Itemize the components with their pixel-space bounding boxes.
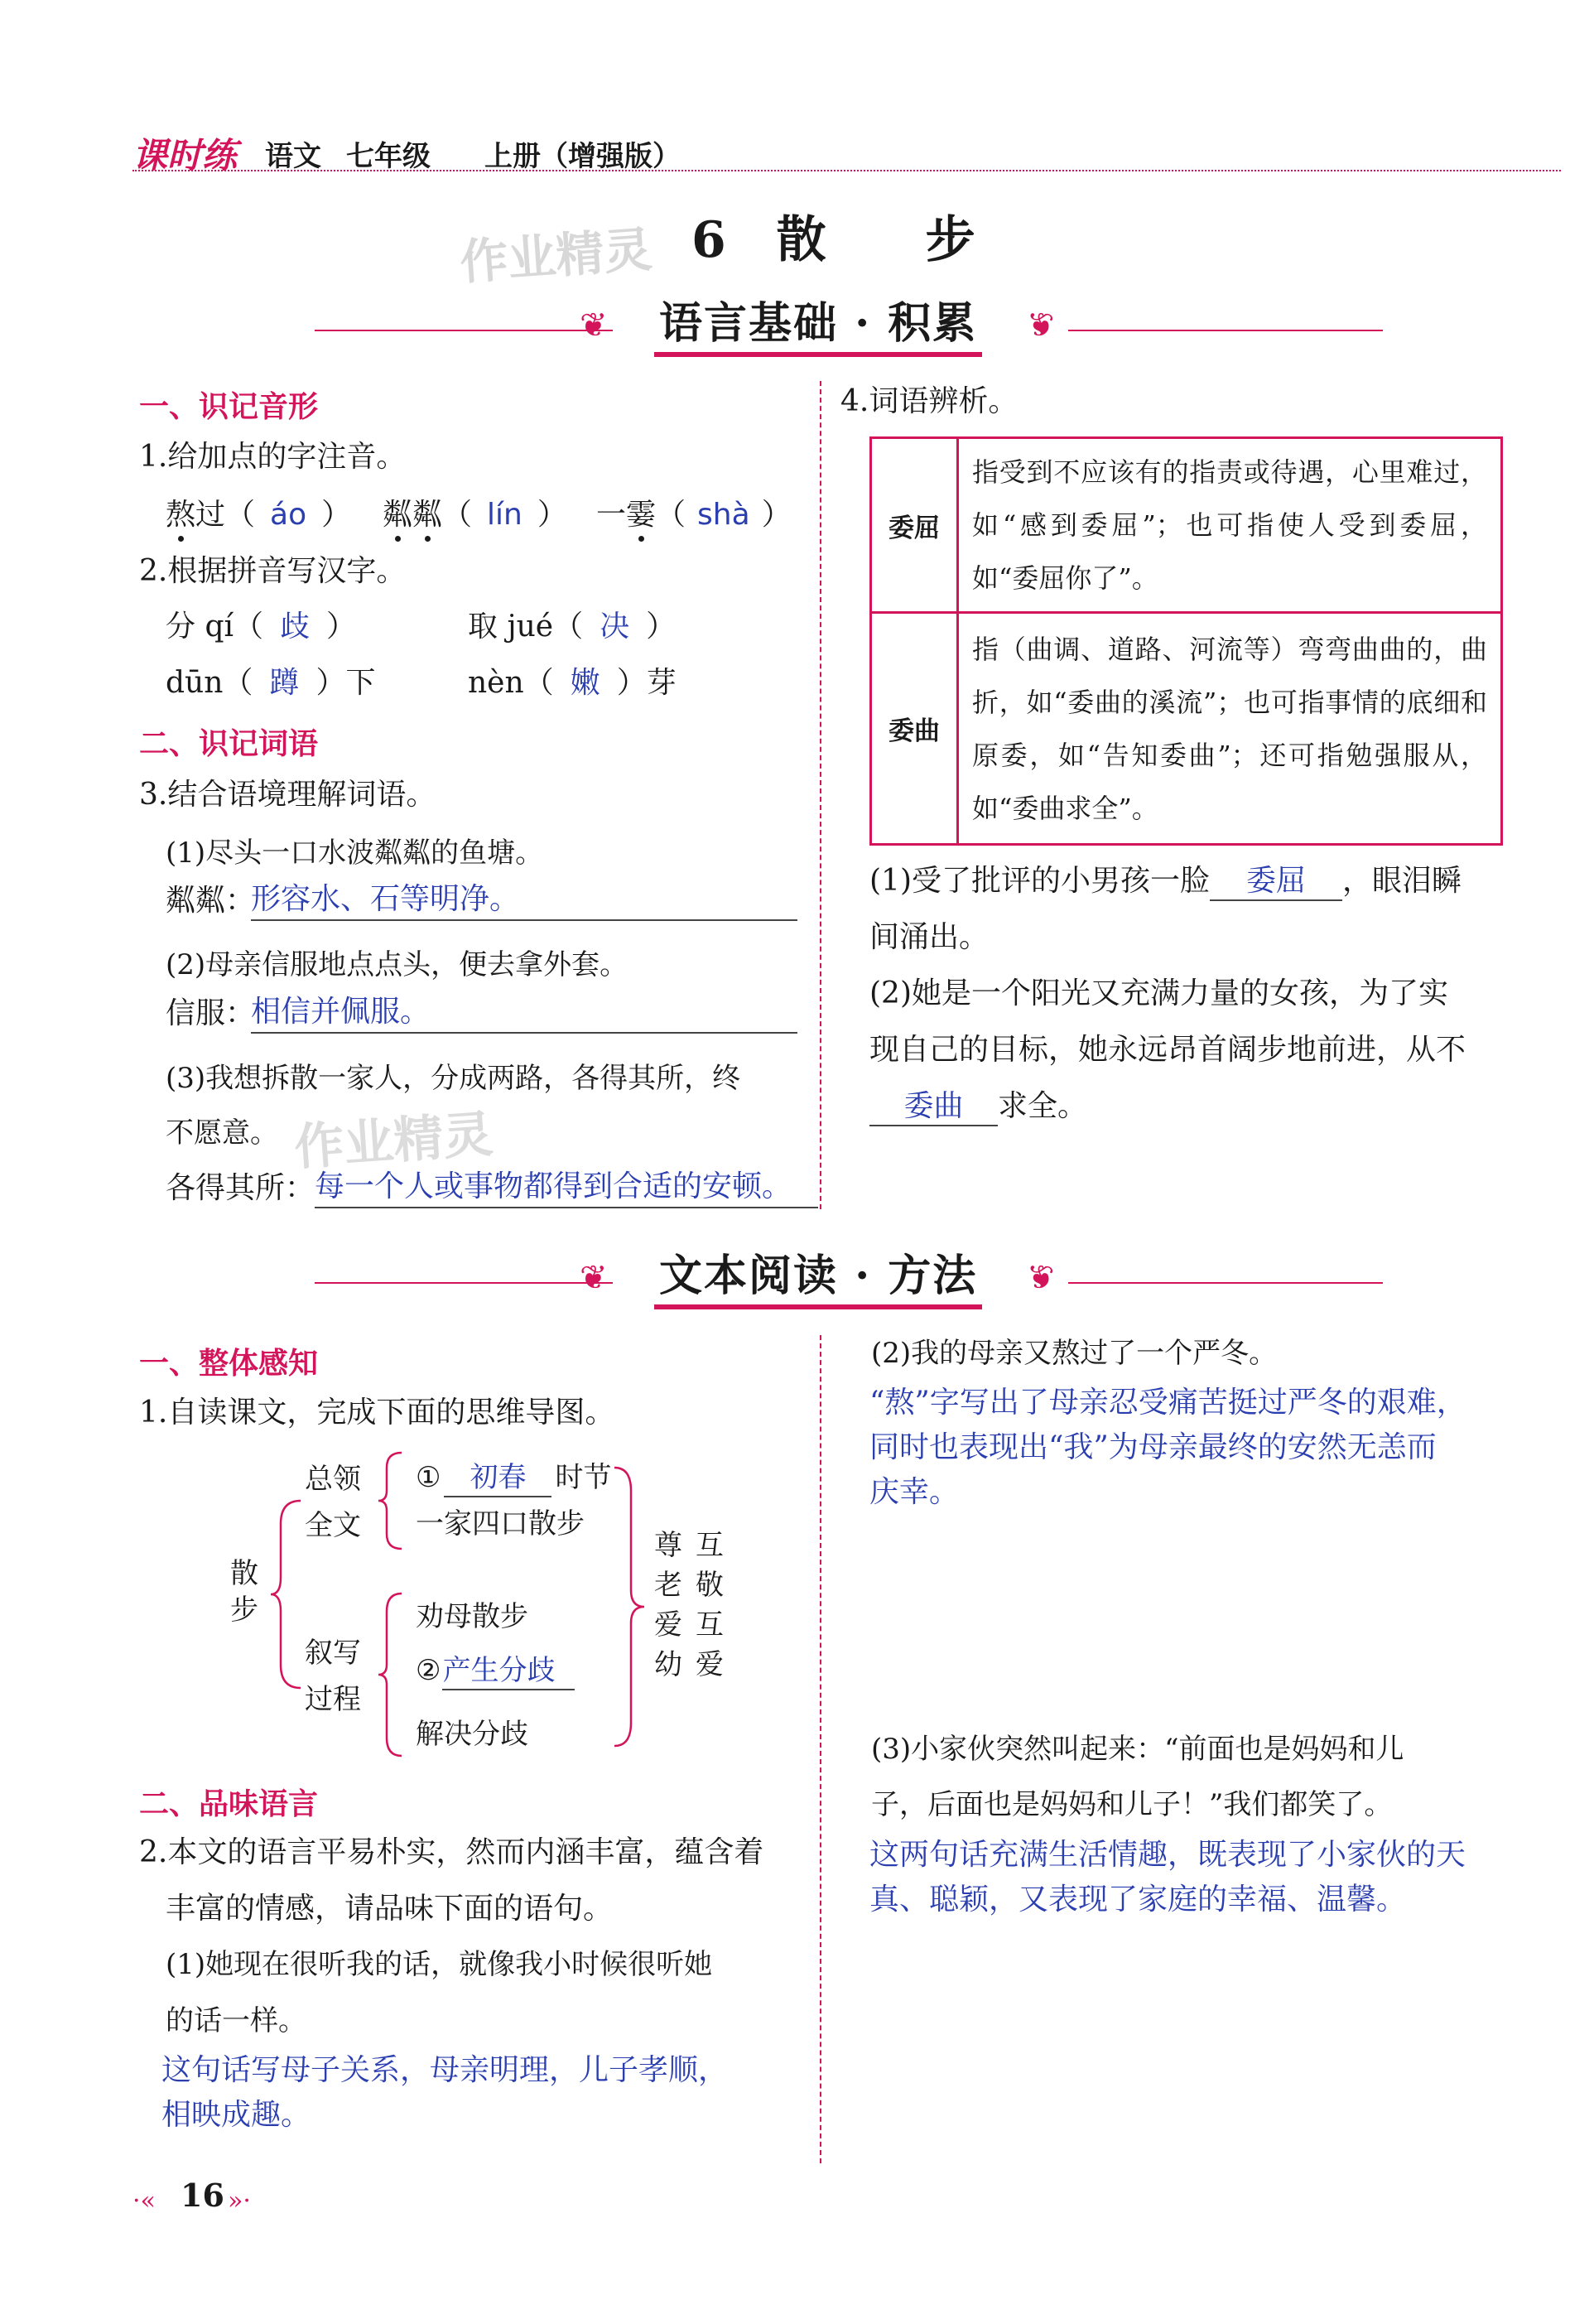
- q3-sentence-2: (2)母亲信服地点点头，便去拿外套。: [166, 948, 628, 981]
- question-1: 1.给加点的字注音。: [139, 440, 407, 474]
- column-divider-bottom: [820, 1335, 821, 2163]
- section-banner-reading: 文本阅读 · 方法: [654, 1241, 982, 1309]
- banner-ornament-right: ❦: [1027, 306, 1055, 345]
- q1-item-3: 一霎（ shà ）: [596, 498, 792, 532]
- banner-rule-right: [1068, 1282, 1383, 1284]
- brace-branch-2: [377, 1592, 403, 1757]
- q2-answer-2c: 庆幸。: [869, 1475, 960, 1509]
- lesson-name: 散 步: [776, 211, 1000, 269]
- header-grade: 七年级: [346, 140, 431, 173]
- q2-item-4: nèn（ 嫩 ）芽: [468, 666, 677, 700]
- brace-left: [269, 1499, 302, 1690]
- q4-sentence-2a: (2)她是一个阳光又充满力量的女孩，为了实: [869, 976, 1448, 1010]
- banner-rule-left: [315, 330, 613, 331]
- q2-item-3: dūn（ 蹲 ）下: [166, 666, 376, 700]
- q2-sentence-2: (2)我的母亲又熬过了一个严冬。: [871, 1337, 1278, 1370]
- brand-logo: 课时练: [132, 135, 238, 176]
- q2-answer-2b: 同时也表现出“我”为母亲最终的安然无恙而: [869, 1430, 1437, 1464]
- q3-answer-1: 形容水、石等明净。: [251, 880, 797, 921]
- question-4: 4.词语辨析。: [840, 384, 1019, 418]
- q3-sentence-3b: 不愿意。: [166, 1116, 278, 1150]
- watermark: 作业精灵: [458, 220, 654, 291]
- brace-right: [613, 1466, 646, 1748]
- q4-sentence-2b: 现自己的目标，她永远昂首阔步地前进，从不: [869, 1033, 1466, 1067]
- header-edition: （增强版）: [540, 140, 681, 173]
- q2-item-2: 取 jué（ 决 ）: [468, 610, 677, 644]
- question-2-2b: 丰富的情感，请品味下面的语句。: [166, 1892, 614, 1926]
- q2-answer-2a: “熬”字写出了母亲忍受痛苦挺过严冬的艰难，: [869, 1386, 1466, 1420]
- vocab-word: 委屈: [871, 438, 958, 613]
- page-number-ornament: ·«: [132, 2187, 156, 2216]
- q1-item-2: 粼粼（ lín ）: [383, 498, 567, 532]
- header-rule: [132, 170, 1561, 171]
- answer-dun: 蹲: [269, 666, 300, 700]
- question-3: 3.结合语境理解词语。: [139, 778, 436, 812]
- answer-qi: 歧: [280, 610, 311, 644]
- mind-branch-1: 总领全文: [305, 1463, 361, 1542]
- question-2-1: 1.自读课文，完成下面的思维导图。: [139, 1396, 615, 1430]
- banner-rule-right: [1068, 330, 1383, 331]
- q2-answer-1b: 相映成趣。: [161, 2098, 311, 2132]
- heading-language: 二、品味语言: [139, 1786, 319, 1821]
- brace-branch-1: [377, 1451, 403, 1550]
- q3-answer-2: 相信并佩服。: [251, 992, 797, 1034]
- q2-sentence-1b: 的话一样。: [166, 2004, 306, 2037]
- banner-ornament-right: ❦: [1027, 1259, 1055, 1297]
- q4-sentence-1: (1)受了批评的小男孩一脸 委屈 ，眼泪瞬: [869, 863, 1462, 901]
- watermark-2: 作业精灵: [292, 1105, 495, 1178]
- q3-answer-3: 每一个人或事物都得到合适的安顿。: [315, 1167, 818, 1208]
- section-banner-basics: 语言基础 · 积累: [654, 288, 982, 357]
- q4-sentence-2c: 委曲 求全。: [869, 1088, 1087, 1126]
- q3-label-1: 粼粼：: [166, 884, 256, 918]
- banner-rule-left: [315, 1282, 613, 1284]
- lesson-title: [691, 200, 1000, 272]
- mind-answer-1: 初春: [444, 1459, 551, 1497]
- heading-overall: 一、整体感知: [139, 1346, 319, 1381]
- vocab-row: [871, 438, 1502, 613]
- banner-ornament-left: ❦: [580, 306, 608, 345]
- q2-answer-3b: 真、聪颖，又表现了家庭的幸福、温馨。: [869, 1883, 1407, 1917]
- answer-jue: 决: [600, 610, 630, 644]
- banner-ornament-left: ❦: [580, 1259, 608, 1297]
- heading-vocab: 二、识记词语: [139, 726, 319, 761]
- column-divider-top: [820, 381, 821, 1209]
- answer-sha: shà: [697, 498, 750, 532]
- mind-leaf-1: ① 初春 时节: [416, 1459, 611, 1497]
- question-2-2a: 2.本文的语言平易朴实，然而内涵丰富，蕴含着: [139, 1835, 764, 1869]
- mind-summary-1: 尊老爱幼: [654, 1529, 682, 1681]
- q1-item-1: 熬过（ áo ）: [166, 498, 352, 532]
- q3-label-3: 各得其所：: [166, 1171, 315, 1205]
- q4-answer-2: 委曲: [869, 1088, 998, 1126]
- mind-leaf-4: ②产生分歧: [416, 1652, 575, 1690]
- page-number-ornament-right: »·: [228, 2187, 251, 2216]
- q4-sentence-1b: 间涌出。: [869, 920, 990, 954]
- q2-answer-1a: 这句话写母子关系，母亲明理，儿子孝顺，: [161, 2053, 729, 2087]
- question-2: 2.根据拼音写汉字。: [139, 554, 407, 588]
- mind-leaf-3: 劝母散步: [416, 1600, 528, 1633]
- header-subject: 语文: [265, 140, 321, 173]
- mind-root: 散步: [230, 1557, 258, 1627]
- header-volume: 上册: [484, 140, 541, 173]
- q2-sentence-3b: 子，后面也是妈妈和儿子！”我们都笑了。: [871, 1788, 1393, 1821]
- q2-answer-3a: 这两句话充满生活情趣，既表现了小家伙的天: [869, 1838, 1466, 1872]
- mind-summary-2: 互敬互爱: [696, 1529, 724, 1681]
- answer-ao: áo: [270, 498, 307, 532]
- q3-sentence-1: (1)尽头一口水波粼粼的鱼塘。: [166, 837, 544, 870]
- q2-item-1: 分 qí（ 歧 ）: [166, 610, 357, 644]
- vocab-word: 委曲: [871, 613, 958, 845]
- q3-label-2: 信服：: [166, 996, 256, 1030]
- mind-leaf-2: 一家四口散步: [416, 1507, 585, 1540]
- vocab-row: [871, 613, 1502, 845]
- q4-answer-1: 委屈: [1210, 863, 1342, 901]
- vocab-table: [869, 436, 1503, 846]
- page-number: 16: [181, 2177, 224, 2214]
- q2-sentence-3a: (3)小家伙突然叫起来：“前面也是妈妈和儿: [871, 1733, 1404, 1766]
- vocab-def: 指（曲调、道路、河流等）弯弯曲曲的，曲折，如“委曲的溪流”；也可指事情的底细和原委，如“告知委曲”；还可指勉强服从，如“委曲求全”。: [958, 613, 1502, 845]
- mind-branch-2: 叙写过程: [305, 1637, 361, 1716]
- lesson-number: 6: [691, 211, 726, 269]
- q2-sentence-1a: (1)她现在很听我的话，就像我小时候很听她: [166, 1948, 713, 1981]
- mind-answer-2: 产生分歧: [442, 1652, 575, 1690]
- heading-phonetics: 一、识记音形: [139, 389, 319, 424]
- mind-leaf-5: 解决分歧: [416, 1718, 528, 1751]
- vocab-def: 指受到不应该有的指责或待遇，心里难过，如“感到委屈”；也可指使人受到委屈，如“委屈你了”。: [958, 438, 1502, 613]
- answer-nen: 嫩: [570, 666, 600, 700]
- answer-lin: lín: [487, 498, 523, 532]
- q3-sentence-3a: (3)我想拆散一家人，分成两路，各得其所，终: [166, 1062, 741, 1095]
